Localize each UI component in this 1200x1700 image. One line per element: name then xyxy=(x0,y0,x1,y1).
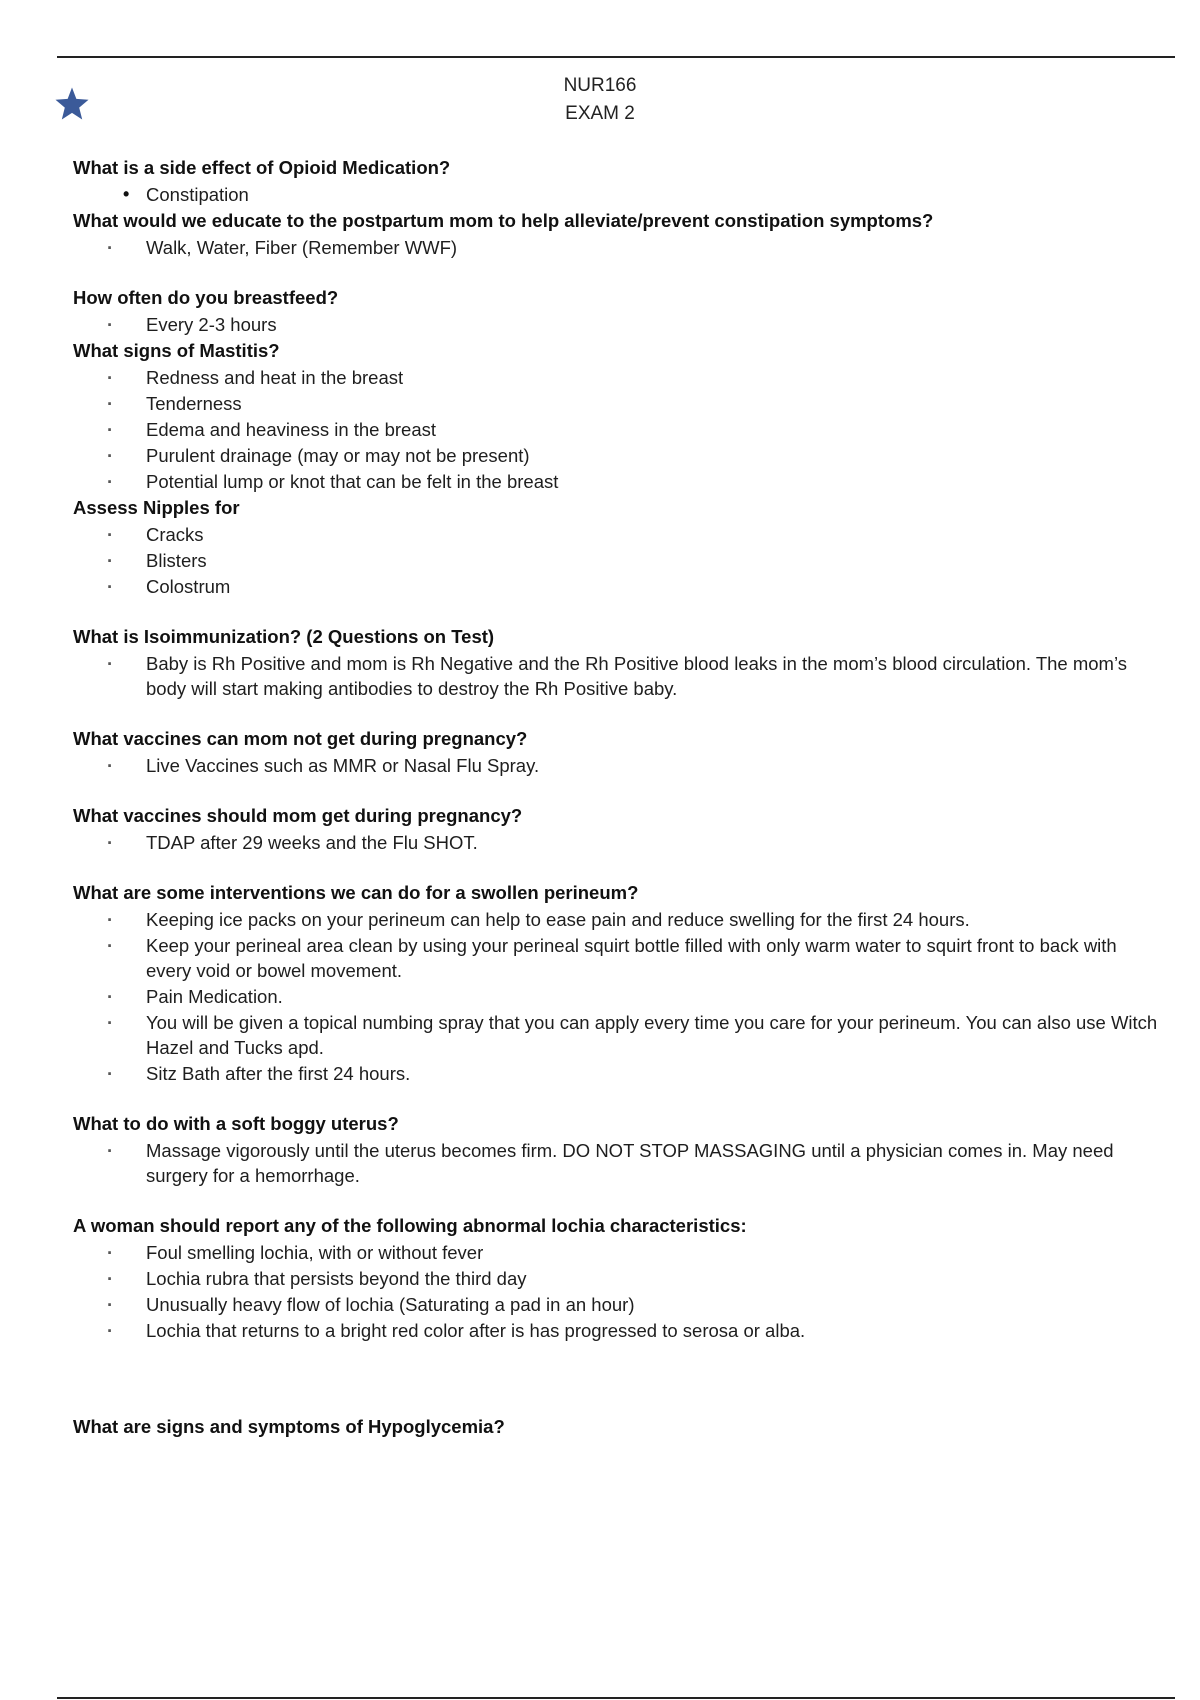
list-item: · Live Vaccines such as MMR or Nasal Flu Spray. xyxy=(73,753,1163,778)
list-item: · Unusually heavy flow of lochia (Saturating a pad in an hour) xyxy=(73,1292,1163,1317)
list-item: · TDAP after 29 weeks and the Flu SHOT. xyxy=(73,830,1163,855)
question-vaccines-not: What vaccines can mom not get during pregnancy? xyxy=(73,728,528,749)
answer-list-perineum xyxy=(73,907,1163,1086)
list-item: · Colostrum xyxy=(73,574,1163,599)
answer-list-vaccines-should xyxy=(73,830,1163,855)
answer-list-opioid xyxy=(73,182,1163,207)
question-vaccines-should: What vaccines should mom get during pregnancy? xyxy=(73,805,523,826)
question-mastitis: What signs of Mastitis? xyxy=(73,340,280,361)
list-item: • Constipation xyxy=(73,182,1163,207)
list-item: · Redness and heat in the breast xyxy=(73,365,1163,390)
list-item: · Every 2-3 hours xyxy=(73,312,1163,337)
answer-list-mastitis xyxy=(73,365,1163,494)
list-item: · You will be given a topical numbing spray that you can apply every time you care for your perineum. You can also use Witch Hazel and Tucks apd. xyxy=(73,1010,1163,1060)
list-item: · Potential lump or knot that can be felt in the breast xyxy=(73,469,1163,494)
list-item: · Tenderness xyxy=(73,391,1163,416)
question-perineum: What are some interventions we can do for a swollen perineum? xyxy=(73,882,639,903)
answer-list-boggy-uterus xyxy=(73,1138,1163,1188)
list-item: · Lochia that returns to a bright red color after is has progressed to serosa or alba. xyxy=(73,1318,1163,1343)
question-nipples: Assess Nipples for xyxy=(73,497,240,518)
question-lochia: A woman should report any of the following abnormal lochia characteristics: xyxy=(73,1215,747,1236)
exam-title: EXAM 2 xyxy=(565,103,635,124)
question-isoimmunization: What is Isoimmunization? (2 Questions on Test) xyxy=(73,626,495,647)
question-breastfeed: How often do you breastfeed? xyxy=(73,287,339,308)
list-item: · Pain Medication. xyxy=(73,984,1163,1009)
list-item: · Keep your perineal area clean by using your perineal squirt bottle filled with only warm water to squirt front to back with every void or bowel movement. xyxy=(73,933,1163,983)
list-item: · Foul smelling lochia, with or without fever xyxy=(73,1240,1163,1265)
top-rule xyxy=(57,56,1175,58)
list-item: · Purulent drainage (may or may not be present) xyxy=(73,443,1163,468)
list-item: · Lochia rubra that persists beyond the third day xyxy=(73,1266,1163,1291)
answer-list-lochia xyxy=(73,1240,1163,1343)
course-code: NUR166 xyxy=(563,75,637,96)
answer-list-nipples xyxy=(73,522,1163,599)
list-item: · Blisters xyxy=(73,548,1163,573)
question-opioid: What is a side effect of Opioid Medication? xyxy=(73,157,451,178)
list-item: · Edema and heaviness in the breast xyxy=(73,417,1163,442)
question-constipation: What would we educate to the postpartum mom to help alleviate/prevent constipation symptoms? xyxy=(73,210,934,231)
question-boggy-uterus: What to do with a soft boggy uterus? xyxy=(73,1113,399,1134)
list-item: · Baby is Rh Positive and mom is Rh Negative and the Rh Positive blood leaks in the mom’s blood circulation. The mom’s body will start making antibodies to destroy the Rh Positive baby. xyxy=(73,651,1163,701)
list-item: · Sitz Bath after the first 24 hours. xyxy=(73,1061,1163,1086)
list-item: · Walk, Water, Fiber (Remember WWF) xyxy=(73,235,1163,260)
bottom-rule xyxy=(57,1697,1175,1699)
answer-list-breastfeed xyxy=(73,312,1163,337)
question-hypoglycemia: What are signs and symptoms of Hypoglycemia? xyxy=(73,1416,505,1437)
document-body xyxy=(73,155,1163,1440)
list-item: · Cracks xyxy=(73,522,1163,547)
document-header xyxy=(0,72,1200,128)
answer-list-vaccines-not xyxy=(73,753,1163,778)
list-item: · Keeping ice packs on your perineum can help to ease pain and reduce swelling for the first 24 hours. xyxy=(73,907,1163,932)
answer-list-isoimmunization xyxy=(73,651,1163,701)
answer-list-constipation xyxy=(73,235,1163,260)
list-item: · Massage vigorously until the uterus becomes firm. DO NOT STOP MASSAGING until a physician comes in. May need surgery for a hemorrhage. xyxy=(73,1138,1163,1188)
